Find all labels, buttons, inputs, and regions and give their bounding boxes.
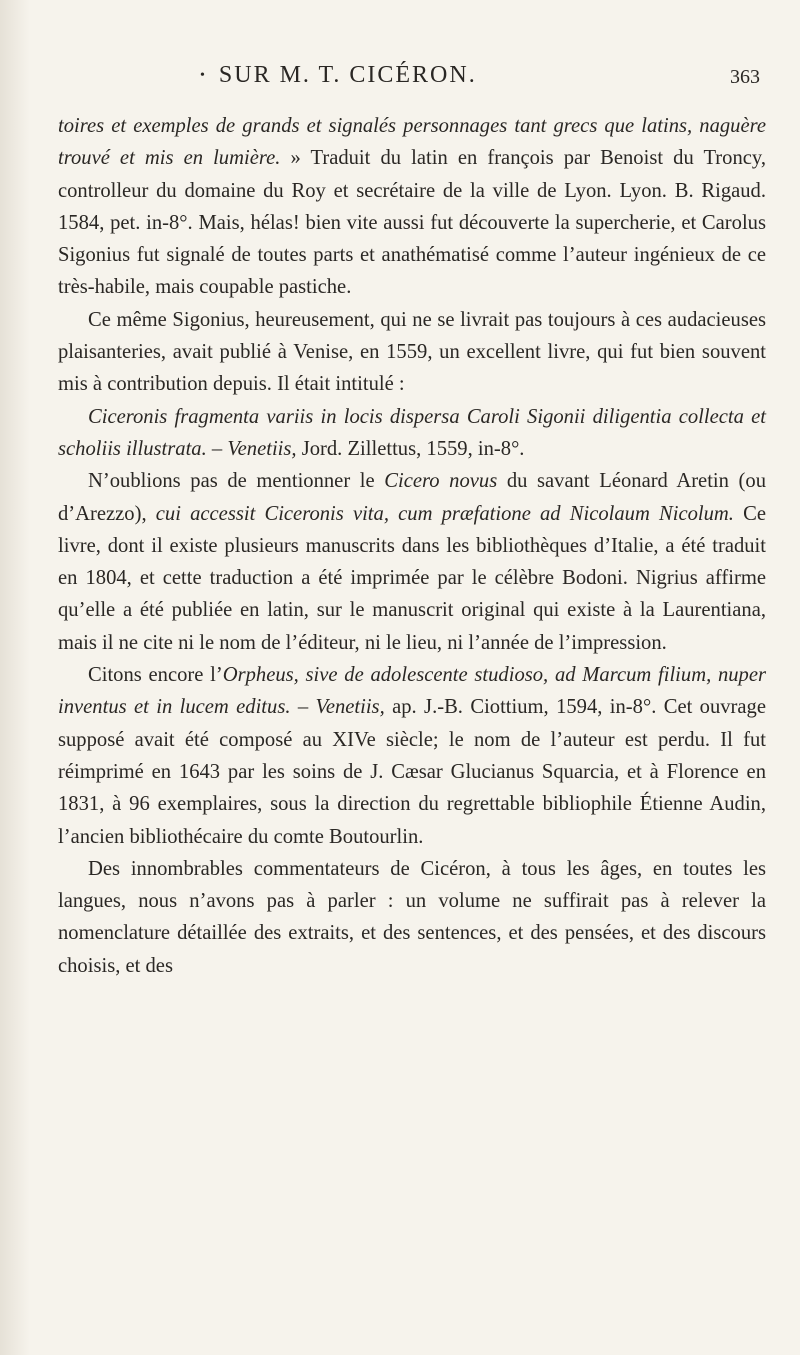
- paragraph-2-segment-1: Ce même Sigonius, heureusement, qui ne se livrait pas toujours à ces audacieuses plaisanteries, avait publié à Venise, en 1559, un excellent livre, qui fut bien souvent mis à contribution depuis. Il était intitulé :: [58, 308, 766, 396]
- paragraph-5: [58, 659, 766, 853]
- paragraph-1-segment-2: » Traduit du latin en françois par Benoist du Troncy, controlleur du domaine du Roy et secrétaire de la ville de Lyon. Lyon. B. Rigaud. 1584, pet. in-8°. Mais, hélas! bien vite aussi fut découverte la supercherie, et Carolus Sigonius fut signalé de toutes parts et anathématisé comme l’auteur ingénieux de ce très-habile, mais coupable pastiche.: [58, 147, 767, 299]
- page-number: 363: [730, 66, 760, 88]
- paragraph-5-segment-2: Orpheus, sive de adolescente studioso, ad Marcum filium, nuper inventus et in lucem editus. – Venetiis,: [58, 664, 766, 719]
- paragraph-4-segment-1: N’oublions pas de mentionner le: [88, 470, 385, 493]
- paragraph-4-segment-5: Ce livre, dont il existe plusieurs manuscrits dans les bibliothèques d’Italie, a été traduit en 1804, et cette traduction a été imprimée par le célèbre Bodoni. Nigrius affirme qu’elle a été publiée en latin, sur le manuscrit original qui existe à la Laurentiana, mais il ne cite ni le nom de l’éditeur, ni le lieu, ni l’année de l’impression.: [58, 502, 766, 654]
- paragraph-6-segment-1: Des innombrables commentateurs de Cicéron, à tous les âges, en toutes les langues, nous n’avons pas à parler : un volume ne suffirait pas à relever la nomenclature détaillée des extraits, et des sentences, et des pensées, et des discours choisis, et des: [58, 857, 766, 977]
- body-text: [58, 110, 766, 982]
- paragraph-3-book-title: [58, 401, 766, 466]
- paragraph-3-segment-2: Jord. Zillettus, 1559, in-8°.: [296, 437, 525, 460]
- paragraph-1: [58, 110, 766, 304]
- paragraph-4-segment-4: cui accessit Ciceronis vita, cum præfatione ad Nicolaum Nicolum.: [155, 502, 734, 525]
- paragraph-4-segment-3: du savant Léonard Aretin (ou d’Arezzo),: [58, 470, 767, 525]
- paragraph-4: [58, 465, 766, 659]
- bullet-icon: •: [200, 68, 207, 84]
- paragraph-3-segment-1: Ciceronis fragmenta variis in locis dispersa Caroli Sigonii diligentia collecta et scholiis illustrata. – Venetiis,: [58, 405, 766, 460]
- paragraph-2: [58, 304, 766, 401]
- running-title-text: SUR M. T. CICÉRON.: [218, 62, 477, 88]
- paragraph-5-segment-3: ap. J.-B. Ciottium, 1594, in-8°. Cet ouvrage supposé avait été composé au XIVe siècle; le nom de l’auteur est perdu. Il fut réimprimé en 1643 par les soins de J. Cæsar Glucianus Squarcia, et à Florence en 1831, à 96 exemplaires, sous la direction du regrettable bibliophile Étienne Audin, l’ancien bibliothécaire du comte Boutourlin.: [58, 696, 766, 848]
- paragraph-5-segment-1: Citons encore l’: [88, 664, 223, 687]
- paragraph-6: [58, 853, 766, 982]
- paragraph-4-segment-2: Cicero novus: [384, 470, 498, 493]
- paragraph-1-segment-1: toires et exemples de grands et signalés personnages tant grecs que latins, naguère trouvé et mis en lumière.: [58, 115, 766, 170]
- page-header: [200, 62, 760, 92]
- running-title: [200, 62, 477, 89]
